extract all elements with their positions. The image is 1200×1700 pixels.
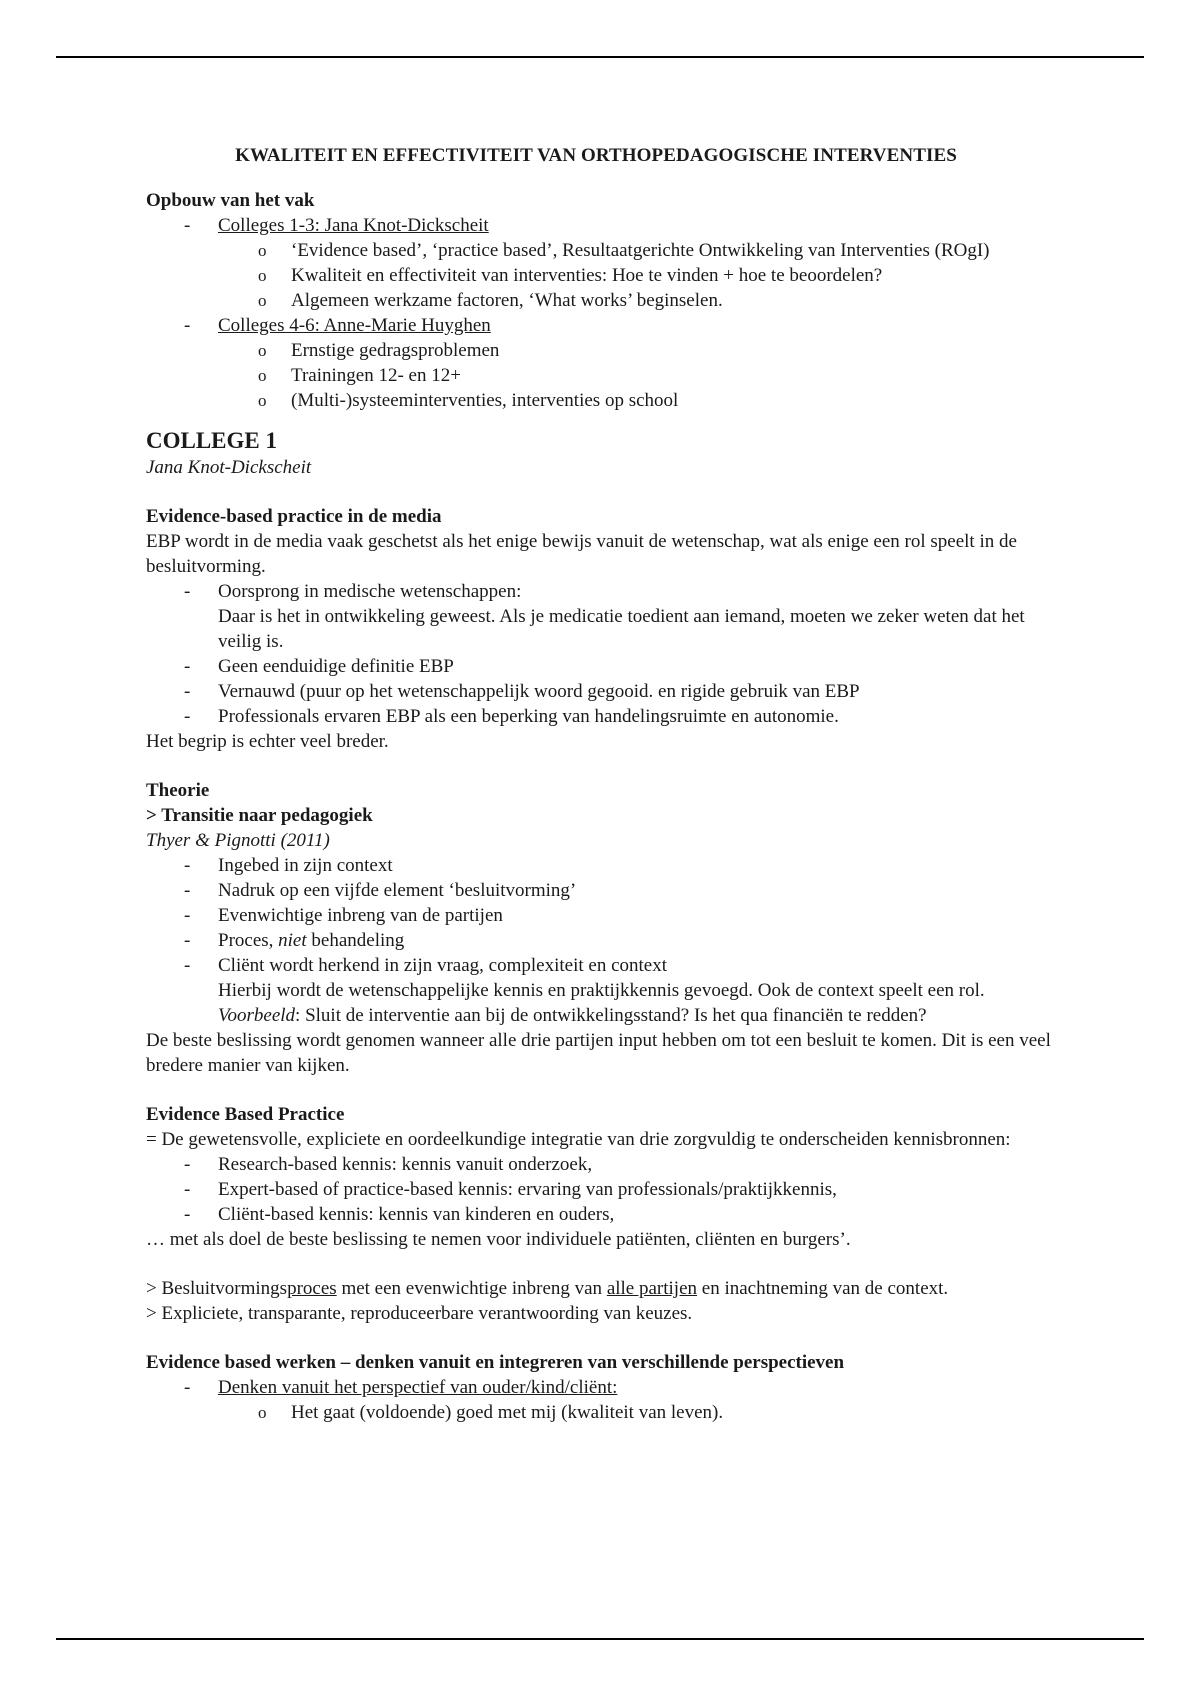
colleges-1-3-label: Colleges 1-3: Jana Knot-Dickscheit bbox=[218, 215, 489, 236]
opbouw-heading: Opbouw van het vak bbox=[146, 190, 315, 211]
text-run: : Sluit de interventie aan bij de ontwikkelingsstand? Is het qua financiën te redden? bbox=[295, 1005, 927, 1026]
theorie-outro: De beste beslissing wordt genomen wanneer alle drie partijen input hebben om tot een besluit te komen. Dit is een veel bredere manier van kijken. bbox=[146, 1030, 1051, 1076]
list-item: - Professionals ervaren EBP als een beperking van handelingsruimte en autonomie. bbox=[146, 704, 1066, 729]
bottom-rule bbox=[56, 1638, 1144, 1640]
media-list bbox=[146, 579, 1066, 729]
top-rule bbox=[56, 56, 1144, 58]
list-item: o Het gaat (voldoende) goed met mij (kwaliteit van leven). bbox=[146, 1400, 1066, 1425]
media-intro: EBP wordt in de media vaak geschetst als het enige bewijs vanuit de wetenschap, wat als enige een rol speelt in de besluitvorming. bbox=[146, 531, 1017, 577]
ebp-point-2: > Expliciete, transparante, reproduceerbare verantwoording van keuzes. bbox=[146, 1303, 693, 1324]
ebp-list bbox=[146, 1152, 1066, 1227]
text-run: met een evenwichtige inbreng van bbox=[336, 1278, 607, 1299]
werken-item-label: Denken vanuit het perspectief van ouder/kind/cliënt: bbox=[218, 1377, 618, 1398]
list-item bbox=[146, 313, 1066, 413]
text-run: > Besluitvormings bbox=[146, 1278, 288, 1299]
colleges-4-6-label: Colleges 4-6: Anne-Marie Huyghen bbox=[218, 315, 491, 336]
text-run: Hierbij wordt de wetenschappelijke kennis en praktijkkennis gevoegd. Ook de context speelt een rol. bbox=[218, 980, 985, 1001]
media-heading: Evidence-based practice in de media bbox=[146, 506, 442, 527]
list-item: o Algemeen werkzame factoren, ‘What works’ beginselen. bbox=[146, 288, 1066, 313]
werken-sublist bbox=[218, 1400, 1066, 1425]
underlined-text: alle partijen bbox=[606, 1278, 698, 1299]
document-page bbox=[146, 143, 1066, 1425]
list-item: - Vernauwd (puur op het wetenschappelijk woord gegooid. en rigide gebruik van EBP bbox=[146, 679, 1066, 704]
list-item: o Ernstige gedragsproblemen bbox=[146, 338, 1066, 363]
theorie-subheading: > Transitie naar pedagogiek bbox=[146, 805, 373, 826]
opbouw-list bbox=[146, 213, 1066, 413]
college-heading: COLLEGE 1 bbox=[146, 428, 278, 453]
list-item: - Geen eenduidige definitie EBP bbox=[146, 654, 1066, 679]
ebp-closing: … met als doel de beste beslissing te nemen voor individuele patiënten, cliënten en burgers’. bbox=[146, 1229, 851, 1250]
werken-list bbox=[146, 1375, 1066, 1425]
list-item: - Nadruk op een vijfde element ‘besluitvorming’ bbox=[146, 878, 1066, 903]
theorie-heading: Theorie bbox=[146, 780, 210, 801]
list-item: - Evenwichtige inbreng van de partijen bbox=[146, 903, 1066, 928]
list-item: - Cliënt-based kennis: kennis van kinderen en ouders, bbox=[146, 1202, 1066, 1227]
list-item bbox=[146, 579, 1066, 654]
theorie-item-title: Cliënt wordt herkend in zijn vraag, complexiteit en context bbox=[218, 955, 668, 976]
media-item-title: Oorsprong in medische wetenschappen: bbox=[218, 581, 522, 602]
theorie-source: Thyer & Pignotti (2011) bbox=[146, 830, 330, 851]
list-item bbox=[146, 953, 1066, 1028]
media-item-text: Daar is het in ontwikkeling geweest. Als je medicatie toedient aan iemand, moeten we zeker weten dat het veilig is. bbox=[218, 606, 1025, 652]
theorie-list bbox=[146, 853, 1066, 1028]
emphasis-text: niet bbox=[278, 930, 307, 951]
college-author: Jana Knot-Dickscheit bbox=[146, 457, 312, 478]
list-item bbox=[146, 213, 1066, 313]
emphasis-text: Voorbeeld bbox=[218, 1005, 296, 1026]
list-item: - Expert-based of practice-based kennis: ervaring van professionals/praktijkkennis, bbox=[146, 1177, 1066, 1202]
document-title: KWALITEIT EN EFFECTIVITEIT VAN ORTHOPEDAGOGISCHE INTERVENTIES bbox=[235, 145, 957, 166]
list-item: o Trainingen 12- en 12+ bbox=[146, 363, 1066, 388]
list-item bbox=[146, 1375, 1066, 1425]
list-item: o (Multi-)systeeminterventies, interventies op school bbox=[146, 388, 1066, 413]
text-run: behandeling bbox=[306, 930, 405, 951]
list-item: o ‘Evidence based’, ‘practice based’, Resultaatgerichte Ontwikkeling van Interventies (ROgI) bbox=[146, 238, 1066, 263]
ebp-point-1 bbox=[146, 1276, 1066, 1301]
colleges-1-3-sublist bbox=[218, 238, 1066, 313]
underlined-text: proces bbox=[287, 1278, 337, 1299]
ebp-definition: = De gewetensvolle, expliciete en oordeelkundige integratie van drie zorgvuldig te onderscheiden kennisbronnen: bbox=[146, 1129, 1011, 1150]
text-run: en inachtneming van de context. bbox=[697, 1278, 949, 1299]
list-item: o Kwaliteit en effectiviteit van interventies: Hoe te vinden + hoe te beoordelen? bbox=[146, 263, 1066, 288]
list-item: - Research-based kennis: kennis vanuit onderzoek, bbox=[146, 1152, 1066, 1177]
list-item bbox=[146, 928, 1066, 953]
werken-heading: Evidence based werken – denken vanuit en integreren van verschillende perspectieven bbox=[146, 1352, 845, 1373]
text-run: Proces, bbox=[218, 930, 279, 951]
media-outro: Het begrip is echter veel breder. bbox=[146, 731, 389, 752]
ebp-heading: Evidence Based Practice bbox=[146, 1104, 345, 1125]
colleges-4-6-sublist bbox=[218, 338, 1066, 413]
list-item: - Ingebed in zijn context bbox=[146, 853, 1066, 878]
